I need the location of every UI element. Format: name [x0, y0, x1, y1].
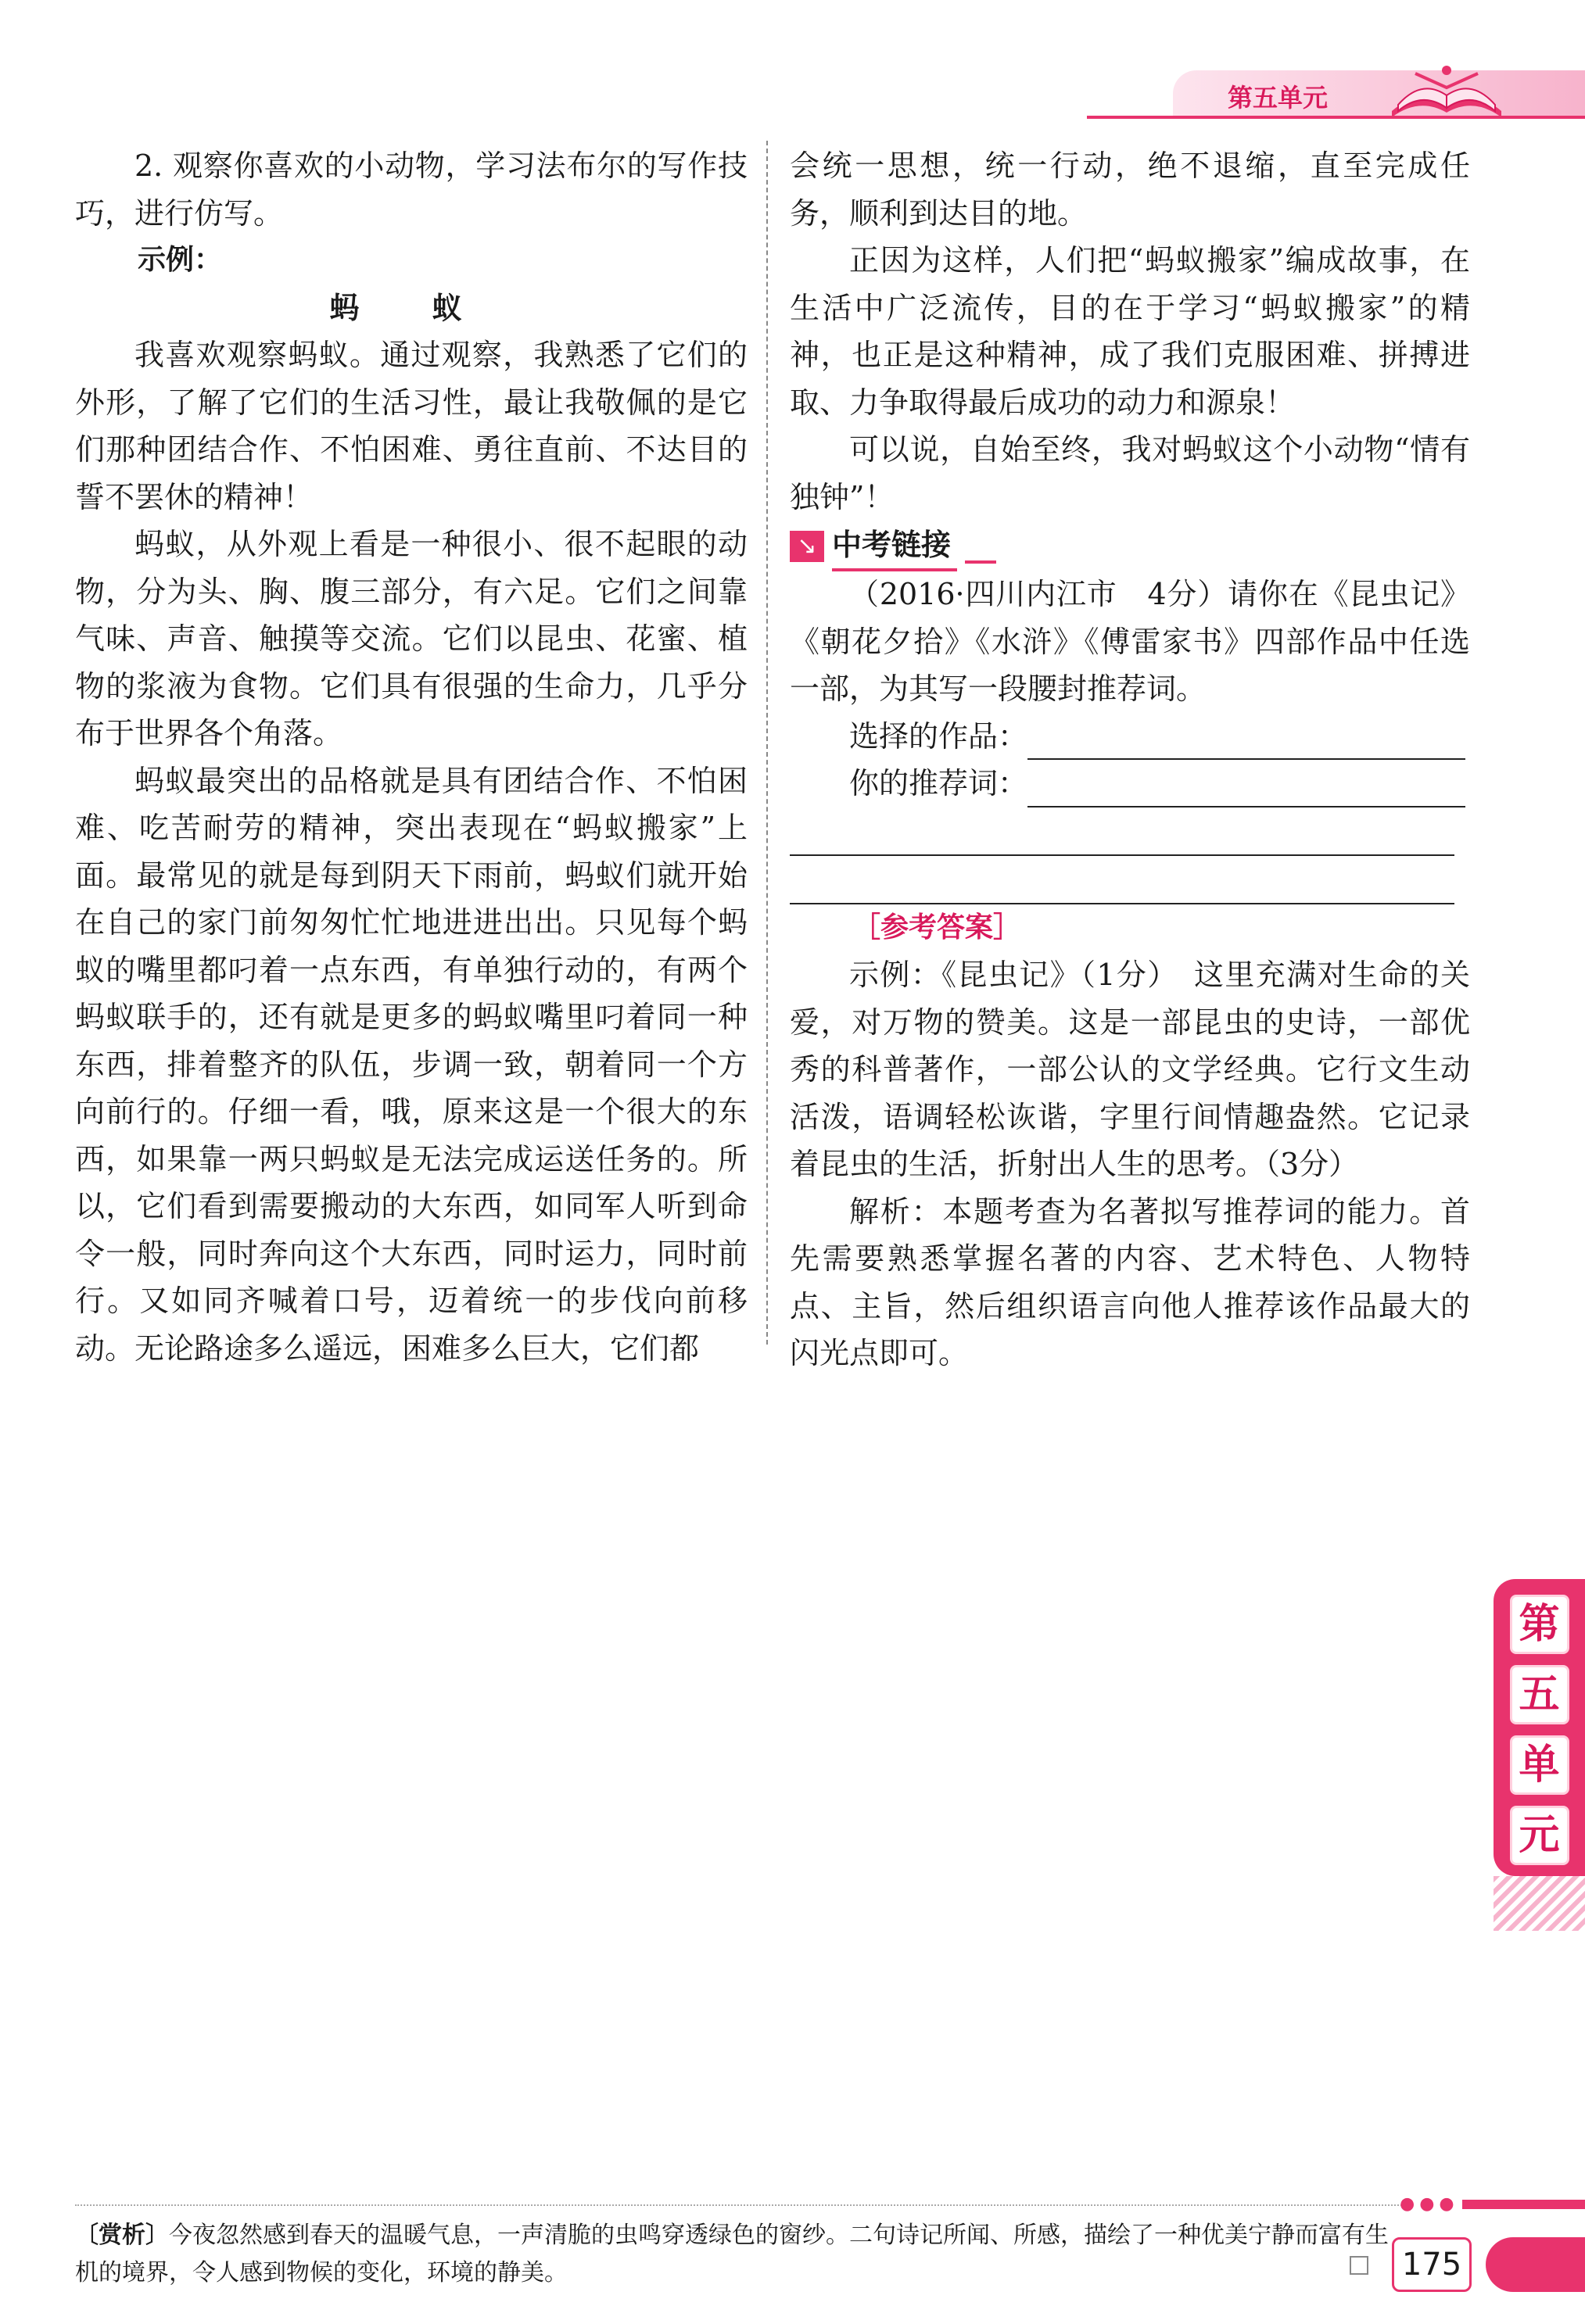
unit-side-tab [1494, 1579, 1585, 1876]
left-column [75, 142, 748, 1372]
recommend-label: 你的推荐词： [849, 766, 1028, 800]
footer-appreciation [75, 2217, 1404, 2292]
choose-work-field[interactable] [790, 713, 1470, 761]
essay-paragraph-3-continued: 会统一思想，统一行动，绝不退缩，直至完成任务，顺利到达目的地。 [790, 149, 1470, 231]
arrow-icon: ↘ [790, 531, 824, 562]
answer-analysis: 解析：本题考查为名著拟写推荐词的能力。首先需要熟悉掌握名著的内容、艺术特色、人物特点、主旨，然后组织语言向他人推荐该作品最大的闪光点即可。 [790, 1194, 1470, 1370]
choose-work-blank[interactable] [1027, 727, 1465, 760]
appreciation-text: 今夜忽然感到春天的温暖气息，一声清脆的虫鸣穿透绿色的窗纱。二句诗记所闻、所感，描绘了一种优美宁静而富有生机的境界，令人感到物候的变化，环境的静美。 [75, 2222, 1389, 2286]
section-title: 中考链接 [832, 521, 957, 572]
reference-answer-heading: ［参考答案］ [852, 911, 1022, 944]
essay-paragraph-5: 可以说，自始至终，我对蚂蚁这个小动物“情有独钟”！ [790, 432, 1470, 514]
recommend-blank[interactable] [1027, 775, 1465, 807]
task-prompt: 2. 观察你喜欢的小动物，学习法布尔的写作技巧，进行仿写。 [75, 149, 748, 231]
essay-paragraph-2: 蚂蚁，从外观上看是一种很小、很不起眼的动物，分为头、胸、腹三部分，有六足。它们之间靠气味、声音、触摸等交流。它们以昆虫、花蜜、植物的浆液为食物。它们具有很强的生命力，几乎分布于世界各个角落。 [75, 527, 748, 750]
header-rule [1087, 116, 1585, 119]
choose-work-label: 选择的作品： [849, 718, 1028, 754]
essay-paragraph-4: 正因为这样，人们把“蚂蚁搬家”编成故事，在生活中广泛流传，目的在于学习“蚂蚁搬家”的精神，也正是这种精神，成了我们克服困难、拼搏进取、力争取得最后成功的动力和源泉！ [790, 243, 1470, 420]
essay-paragraph-1: 我喜欢观察蚂蚁。通过观察，我熟悉了它们的外形，了解了它们的生活习性，最让我敬佩的是它们那种团结合作、不怕困难、勇往直前、不达目的誓不罢休的精神！ [75, 338, 748, 514]
footer-dots: ●●● [1400, 2194, 1459, 2214]
appreciation-label: 〔赏析〕 [75, 2222, 169, 2249]
page-number-tab [1486, 2237, 1585, 2292]
right-column [790, 142, 1470, 1377]
side-tab-char: 五 [1510, 1665, 1569, 1724]
section-underline [965, 529, 996, 564]
side-tab-char: 第 [1510, 1595, 1569, 1654]
essay-title: 蚂 蚁 [329, 290, 493, 325]
open-book-icon [1384, 56, 1509, 122]
side-tab-stripes [1494, 1876, 1585, 1931]
unit-label: 第五单元 [1228, 83, 1329, 113]
exam-question: （2016·四川内江市 4分）请你在《昆虫记》《朝花夕拾》《水浒》《傅雷家书》四部作品中任选一部，为其写一段腰封推荐词。 [790, 577, 1470, 706]
footer-rule [75, 2204, 1404, 2206]
answer-blank-line-2[interactable] [790, 856, 1454, 904]
essay-paragraph-3: 蚂蚁最突出的品格就是具有团结合作、不怕困难、吃苦耐劳的精神，突出表现在“蚂蚁搬家”上面。最常见的就是每到阴天下雨前，蚂蚁们就开始在自己的家门前匆匆忙忙地进进出出。只见每个蚂蚁的嘴里都叼着一点东西，有单独行动的，有两个蚂蚁联手的，还有就是更多的蚂蚁嘴里叼着同一种东西，排着整齐的队伍，步调一致，朝着同一个方向前行的。仔细一看，哦，原来这是一个很大的东西，如果靠一两只蚂蚁是无法完成运送任务的。所以，它们看到需要搬动的大东西，如同军人听到命令一般，同时奔向这个大东西，同时运力，同时前行。又如同齐喊着口号，迈着统一的步伐向前移动。无论路途多么遥远，困难多么巨大，它们都 [75, 763, 748, 1366]
answer-blank-line-1[interactable] [790, 807, 1454, 856]
footer-bar [1462, 2200, 1585, 2209]
recommend-field[interactable] [790, 760, 1470, 807]
reference-answer: 示例：《昆虫记》（1分） 这里充满对生命的关爱，对万物的赞美。这是一部昆虫的史诗，一部优秀的科普著作，一部公认的文学经典。它行文生动活泼，语调轻松诙谐，字里行间情趣盎然。它记录着昆虫的生活，折射出人生的思考。（3分） [790, 958, 1470, 1181]
page-number: 175 [1392, 2237, 1472, 2292]
section-heading [790, 524, 1470, 569]
side-tab-char: 元 [1510, 1806, 1569, 1865]
column-divider [766, 141, 768, 1345]
sample-label: 示例： [138, 244, 223, 276]
side-tab-char: 单 [1510, 1735, 1569, 1795]
checkbox-icon [1350, 2256, 1368, 2275]
